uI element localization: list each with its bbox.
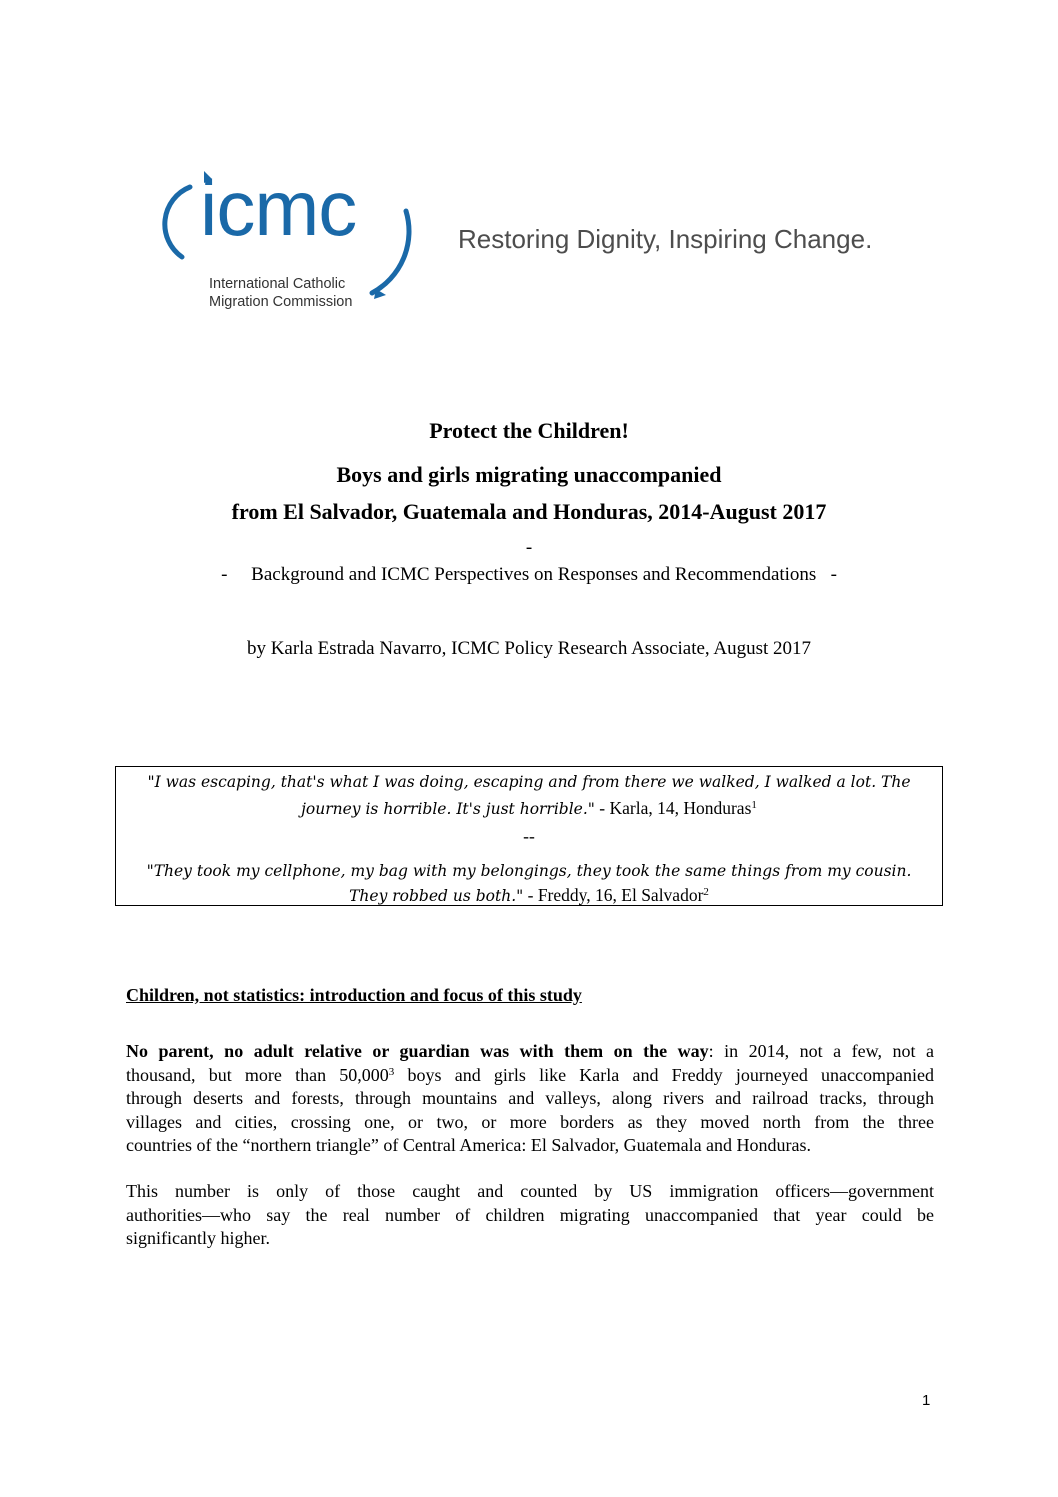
title-dash: - bbox=[525, 537, 533, 558]
quote-1-line-1: "I was escaping, that's what I was doing, escaping and from there we walked, I walked a lot. The bbox=[147, 773, 911, 791]
quote-box bbox=[115, 766, 943, 906]
quote-2-line-2 bbox=[116, 885, 942, 906]
logo-org-line-1: International Catholic bbox=[209, 276, 346, 292]
quote-1-line-2 bbox=[116, 798, 942, 819]
subtitle: - Background and ICMC Perspectives on Responses and Recommendations - bbox=[221, 564, 837, 585]
paragraph-lead-bold: No parent, no adult relative or guardian was with them on the way bbox=[126, 1041, 709, 1061]
quote-separator: -- bbox=[523, 826, 535, 846]
footnote-marker: 2 bbox=[703, 886, 709, 898]
paragraph-line: countries of the “northern triangle” of Central America: El Salvador, Guatemala and Honduras. bbox=[126, 1135, 812, 1155]
byline: by Karla Estrada Navarro, ICMC Policy Research Associate, August 2017 bbox=[246, 638, 812, 659]
section-heading: Children, not statistics: introduction and focus of this study bbox=[126, 985, 582, 1005]
quote-1-text: journey is horrible. It's just horrible." bbox=[301, 800, 595, 818]
quote-2-attribution: - Freddy, 16, El Salvador bbox=[523, 885, 704, 905]
page-title: Protect the Children! bbox=[429, 418, 629, 443]
paragraph-line: significantly higher. bbox=[126, 1228, 270, 1248]
page-number: 1 bbox=[922, 1392, 931, 1409]
footnote-marker: 3 bbox=[388, 1065, 395, 1078]
logo-wordmark: icmc bbox=[200, 164, 357, 252]
title-line-3: from El Salvador, Guatemala and Honduras, 2014-August 2017 bbox=[231, 499, 827, 524]
paragraph-text: : in 2014, not a few, not a bbox=[708, 1041, 934, 1061]
paragraph-text: thousand, but more than 50,000 bbox=[126, 1064, 389, 1085]
logo-org-line-2: Migration Commission bbox=[209, 294, 353, 310]
paragraph-2 bbox=[126, 1180, 934, 1251]
paragraph-line: through deserts and forests, through mountains and valleys, along rivers and railroad tracks, through bbox=[126, 1088, 934, 1108]
paragraph-line: This number is only of those caught and counted by US immigration officers—government bbox=[126, 1181, 934, 1201]
paragraph-text: boys and girls like Karla and Freddy journeyed unaccompanied bbox=[394, 1064, 934, 1085]
title-line-2: Boys and girls migrating unaccompanied bbox=[336, 462, 722, 487]
icmc-logo bbox=[160, 165, 440, 315]
paragraph-line bbox=[126, 1064, 934, 1088]
paragraph-line bbox=[126, 1040, 934, 1064]
paragraph-line: villages and cities, crossing one, or two, or more borders as they moved north from the three bbox=[126, 1111, 934, 1132]
tagline: Restoring Dignity, Inspiring Change. bbox=[458, 224, 873, 254]
quote-1-attribution: - Karla, 14, Honduras bbox=[594, 798, 752, 818]
quote-2-text: They robbed us both." bbox=[349, 887, 524, 905]
footnote-marker: 1 bbox=[751, 799, 757, 811]
paragraph-line: authorities—who say the real number of children migrating unaccompanied that year could be bbox=[126, 1204, 934, 1225]
paragraph-1 bbox=[126, 1040, 934, 1158]
quote-2-line-1: "They took my cellphone, my bag with my belongings, they took the same things from my cousin. bbox=[146, 862, 912, 880]
